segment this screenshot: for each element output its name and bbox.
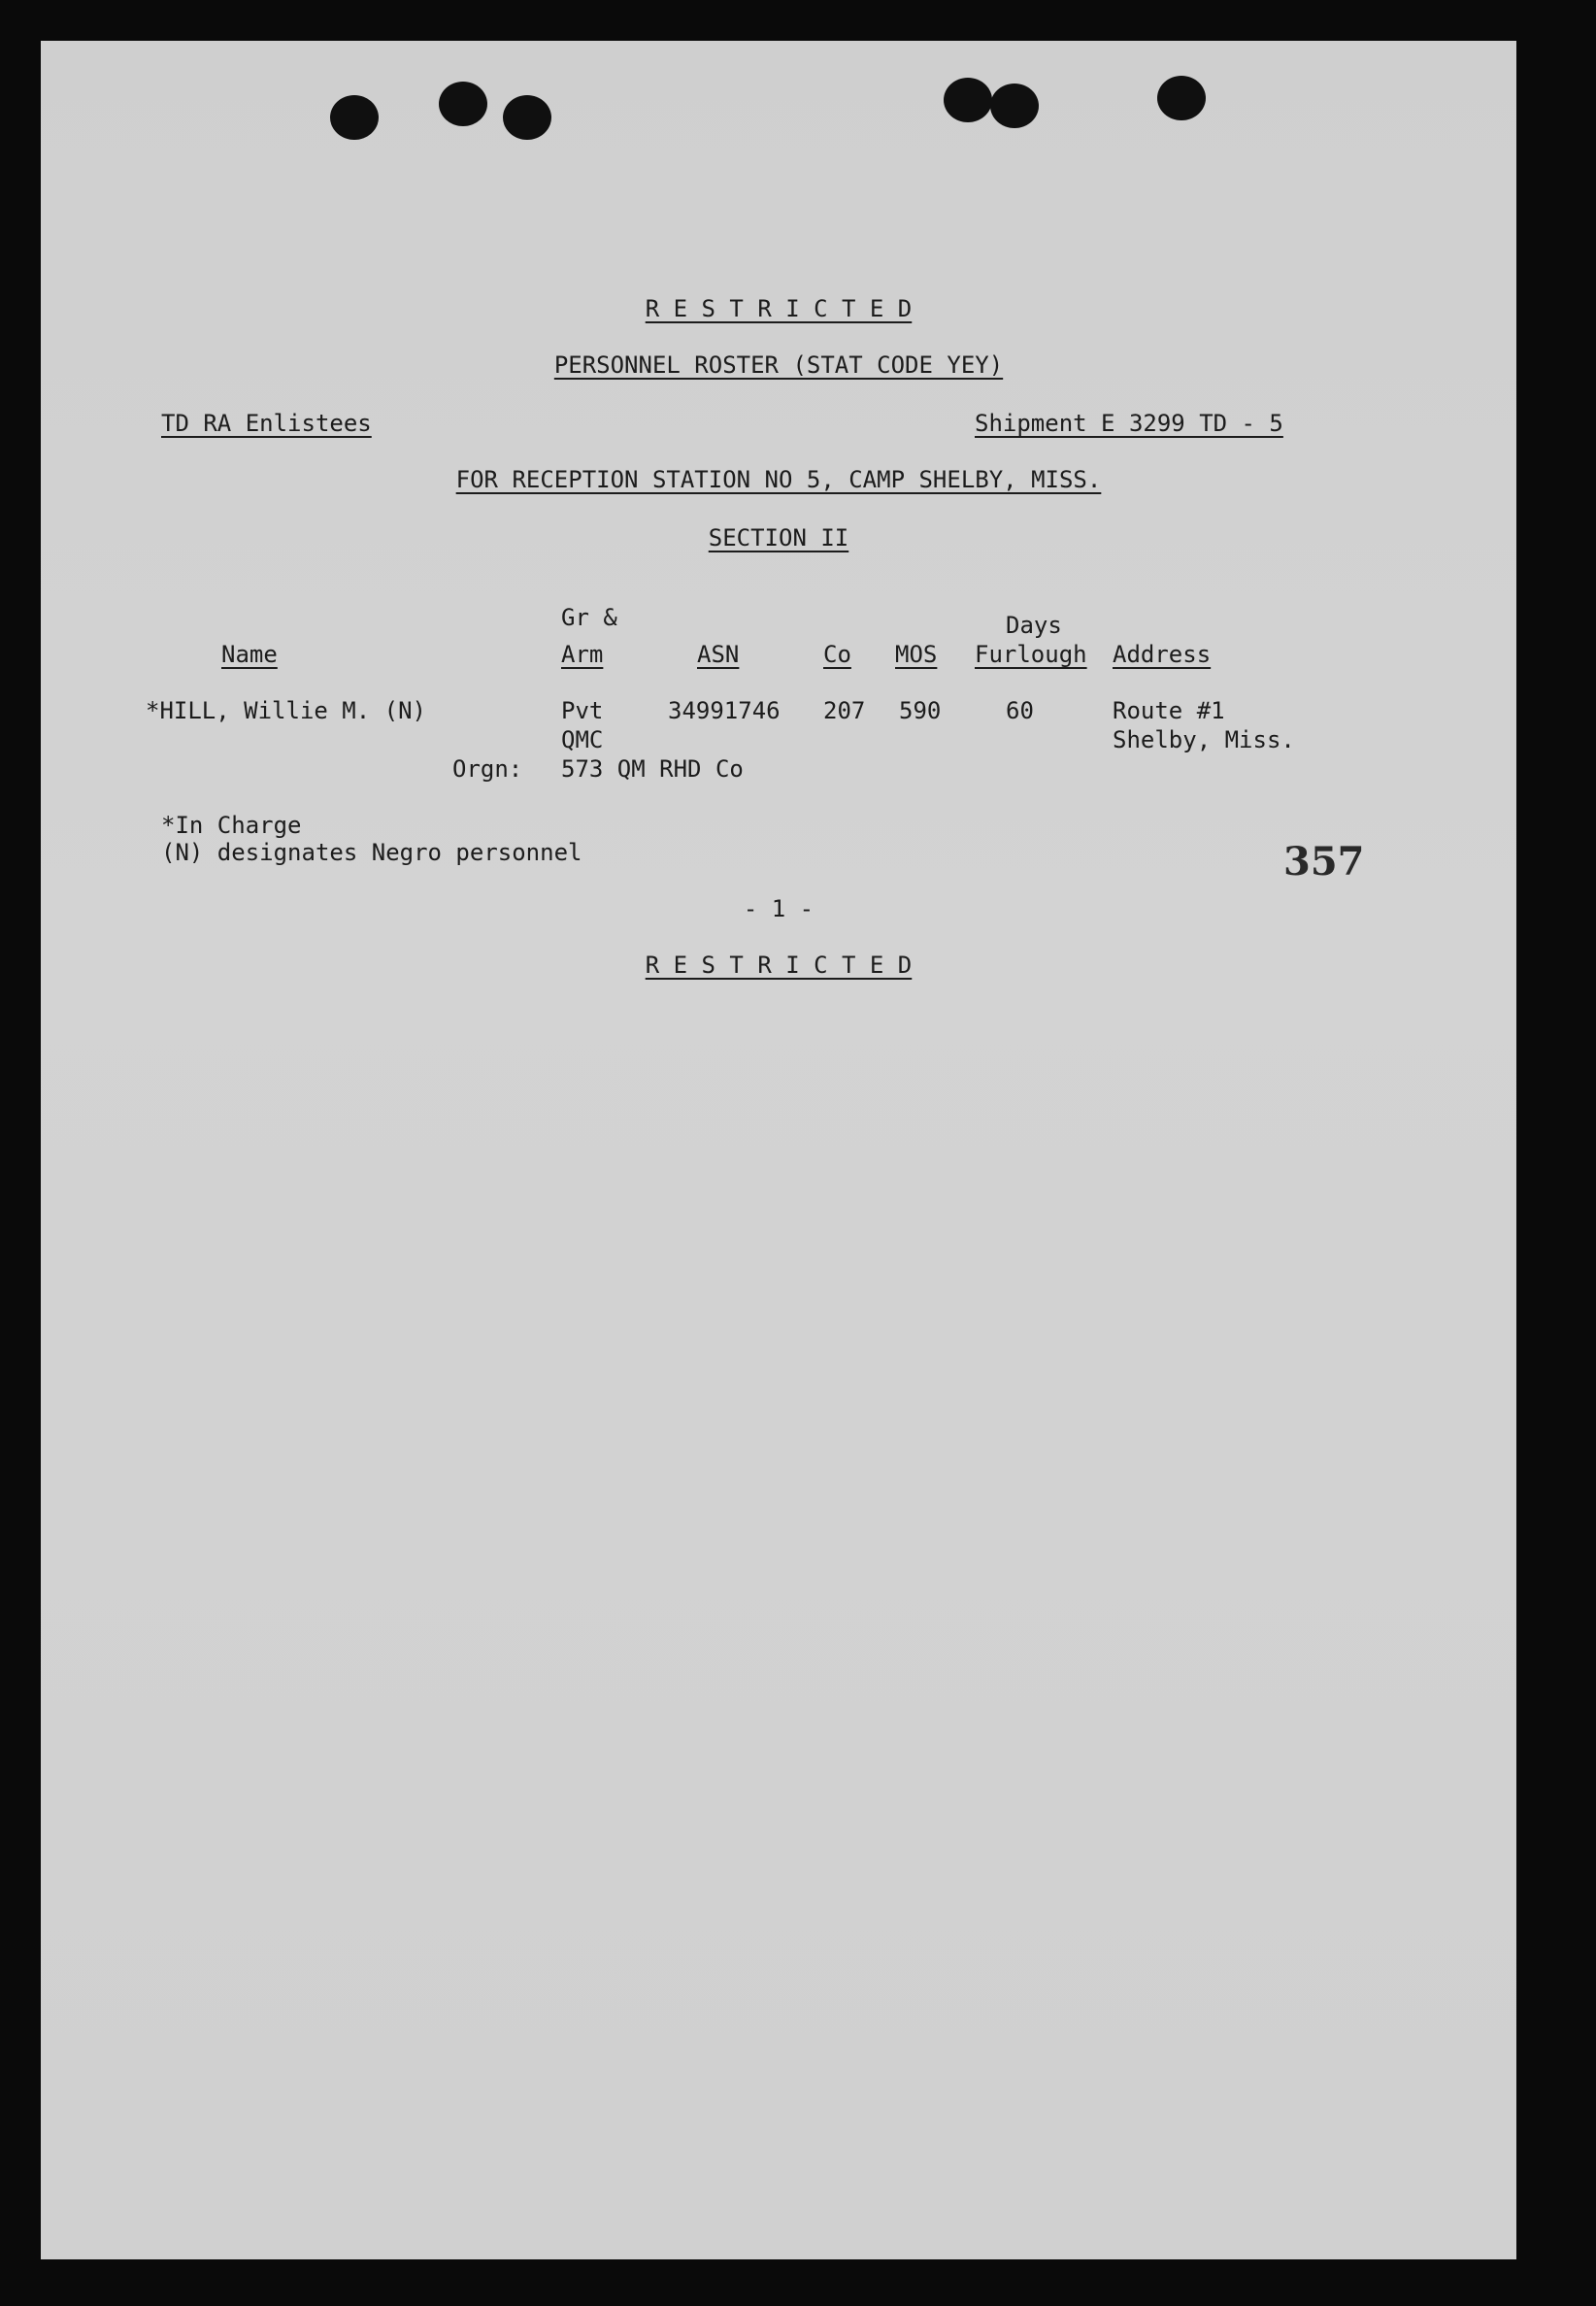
col-asn: ASN bbox=[697, 641, 740, 668]
footer-classification: R E S T R I C T E D bbox=[645, 952, 913, 979]
stamped-page-number: 357 bbox=[1283, 839, 1365, 885]
col-address: Address bbox=[1113, 641, 1212, 668]
col-days-top: Days bbox=[1006, 612, 1062, 639]
shipment-label: Shipment E 3299 TD - 5 bbox=[975, 410, 1283, 437]
col-co: Co bbox=[823, 641, 851, 668]
section-label: SECTION II bbox=[708, 524, 849, 551]
row-arm: QMC bbox=[561, 726, 604, 753]
row-address-line2: Shelby, Miss. bbox=[1113, 726, 1295, 753]
row-asn: 34991746 bbox=[668, 697, 781, 724]
destination-line: FOR RECEPTION STATION NO 5, CAMP SHELBY, MISS. bbox=[455, 466, 1102, 493]
enlistees-label: TD RA Enlistees bbox=[161, 410, 372, 437]
row-days: 60 bbox=[1006, 697, 1034, 724]
punch-hole bbox=[1157, 76, 1206, 120]
footnote-negro-personnel: (N) designates Negro personnel bbox=[161, 839, 582, 866]
footnote-in-charge: *In Charge bbox=[161, 812, 302, 839]
col-days-furlough: Furlough bbox=[975, 641, 1087, 668]
paper-sheet bbox=[41, 41, 1516, 2259]
col-mos: MOS bbox=[895, 641, 938, 668]
punch-hole bbox=[439, 82, 487, 126]
row-co: 207 bbox=[823, 697, 866, 724]
row-orgn-value: 573 QM RHD Co bbox=[561, 755, 744, 783]
punch-hole bbox=[330, 95, 379, 140]
classification-heading: R E S T R I C T E D bbox=[645, 295, 913, 322]
row-mos: 590 bbox=[899, 697, 942, 724]
punch-hole bbox=[944, 78, 992, 122]
page-number: - 1 - bbox=[743, 895, 815, 922]
punch-hole bbox=[503, 95, 551, 140]
col-name: Name bbox=[221, 641, 278, 668]
roster-title: PERSONNEL ROSTER (STAT CODE YEY) bbox=[553, 351, 1004, 379]
punch-hole bbox=[990, 84, 1039, 128]
row-name: *HILL, Willie M. (N) bbox=[146, 697, 426, 724]
col-grade-arm-top: Gr & bbox=[561, 604, 617, 631]
col-grade-arm-bottom: Arm bbox=[561, 641, 604, 668]
row-grade: Pvt bbox=[561, 697, 604, 724]
row-orgn-label: Orgn: bbox=[452, 755, 523, 783]
row-address-line1: Route #1 bbox=[1113, 697, 1225, 724]
